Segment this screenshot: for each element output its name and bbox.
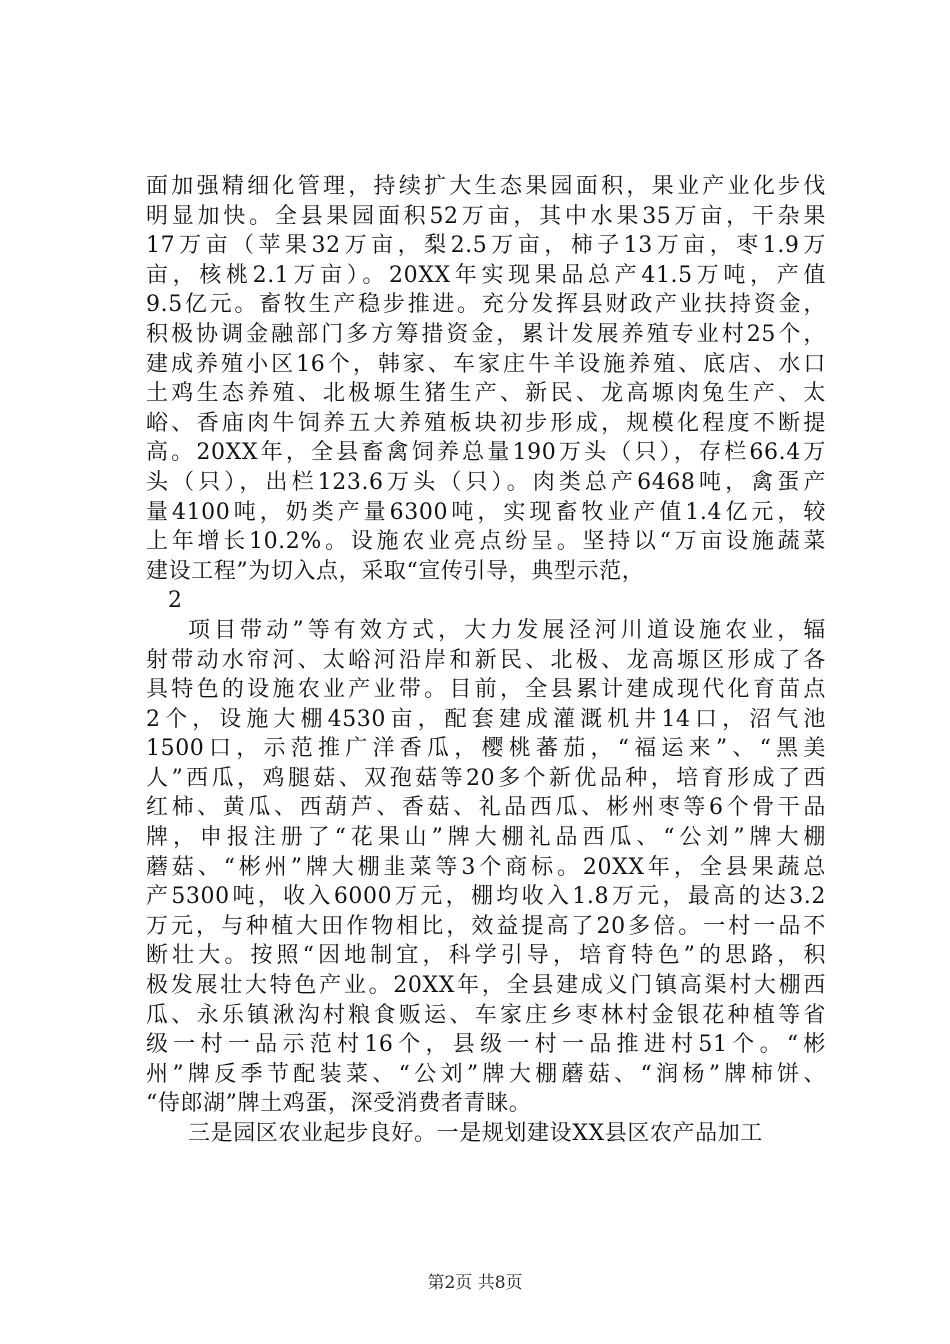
page-footer: 第2页 共8页 <box>427 1273 523 1293</box>
text-line: 产5300吨，收入6000万元，棚均收入1.8万元，最高的达3.2 <box>146 884 826 910</box>
text-line: 断壮大。按照“因地制宜，科学引导，培育特色”的思路，积 <box>146 943 826 969</box>
paragraph-middle <box>146 616 826 1119</box>
text-line: 具特色的设施农业产业带。目前，全县累计建成现代化育苗点 <box>146 677 826 703</box>
paragraph-top <box>146 172 826 586</box>
text-line: 面加强精细化管理，持续扩大生态果园面积，果业产业化步伐 <box>146 174 826 199</box>
text-line: 红柿、黄瓜、西葫芦、香菇、礼品西瓜、彬州枣等6个骨干品 <box>146 795 826 821</box>
text-line: 蘑菇、“彬州”牌大棚韭菜等3个商标。20XX年，全县果蔬总 <box>146 854 826 880</box>
text-line: 项目带动”等有效方式，大力发展泾河川道设施农业，辐 <box>188 617 826 643</box>
page-marker: 2 <box>168 588 182 614</box>
text-line: 射带动水帘河、太峪河沿岸和新民、北极、龙高塬区形成了各 <box>146 647 826 673</box>
text-line: 州”牌反季节配装菜、“公刘”牌大棚蘑菇、“润杨”牌柿饼、 <box>146 1061 826 1087</box>
text-line: 人”西瓜，鸡腿菇、双孢菇等20多个新优品种，培育形成了西 <box>146 765 826 791</box>
text-line: 三是园区农业起步良好。一是规划建设XX县区农产品加工 <box>188 1121 763 1146</box>
text-line: 亩，核桃2.1万亩）。20XX年实现果品总产41.5万吨，产值 <box>146 262 826 288</box>
body-text <box>146 172 826 1149</box>
text-line: 极发展壮大特色产业。20XX年，全县建成义门镇高渠村大棚西 <box>146 973 826 999</box>
text-line: 17万亩（苹果32万亩，梨2.5万亩，柿子13万亩，枣1.9万 <box>146 233 826 259</box>
text-line: 头（只），出栏123.6万头（只）。肉类总产6468吨，禽蛋产 <box>146 469 826 495</box>
text-line: 牌，申报注册了“花果山”牌大棚礼品西瓜、“公刘”牌大棚 <box>146 825 826 851</box>
text-line: 级一村一品示范村16个，县级一村一品推进村51个。“彬 <box>146 1032 826 1058</box>
text-line: 1500口，示范推广洋香瓜，樱桃蕃茄，“福运来”、“黑美 <box>146 736 826 762</box>
text-line: “侍郎湖”牌土鸡蛋，深受消费者青睐。 <box>146 1091 532 1117</box>
text-line: 上年增长10.2%。设施农业亮点纷呈。坚持以“万亩设施蔬菜 <box>146 529 826 555</box>
text-line: 高。20XX年，全县畜禽饲养总量190万头（只），存栏66.4万 <box>146 440 826 466</box>
text-line: 峪、香庙肉牛饲养五大养殖板块初步形成，规模化程度不断提 <box>146 410 826 436</box>
text-line: 建成养殖小区16个，韩家、车家庄牛羊设施养殖、底店、水口 <box>146 351 826 377</box>
paragraph-bottom <box>146 1119 826 1149</box>
text-line: 土鸡生态养殖、北极塬生猪生产、新民、龙高塬肉兔生产、太 <box>146 381 826 407</box>
text-line: 万元，与种植大田作物相比，效益提高了20多倍。一村一品不 <box>146 913 826 939</box>
text-line: 2个，设施大棚4530亩，配套建成灌溉机井14口，沼气池 <box>146 706 826 732</box>
text-line: 明显加快。全县果园面积52万亩，其中水果35万亩，干杂果 <box>146 203 826 229</box>
text-line: 9.5亿元。畜牧生产稳步推进。充分发挥县财政产业扶持资金， <box>146 292 826 318</box>
text-line: 积极协调金融部门多方筹措资金，累计发展养殖专业村25个， <box>146 321 826 347</box>
text-line: 瓜、永乐镇湫沟村粮食贩运、车家庄乡枣林村金银花种植等省 <box>146 1002 826 1028</box>
text-line: 建设工程”为切入点，采取“宣传引导，典型示范， <box>146 558 645 584</box>
text-line: 量4100吨，奶类产量6300吨，实现畜牧业产值1.4亿元，较 <box>146 499 826 525</box>
